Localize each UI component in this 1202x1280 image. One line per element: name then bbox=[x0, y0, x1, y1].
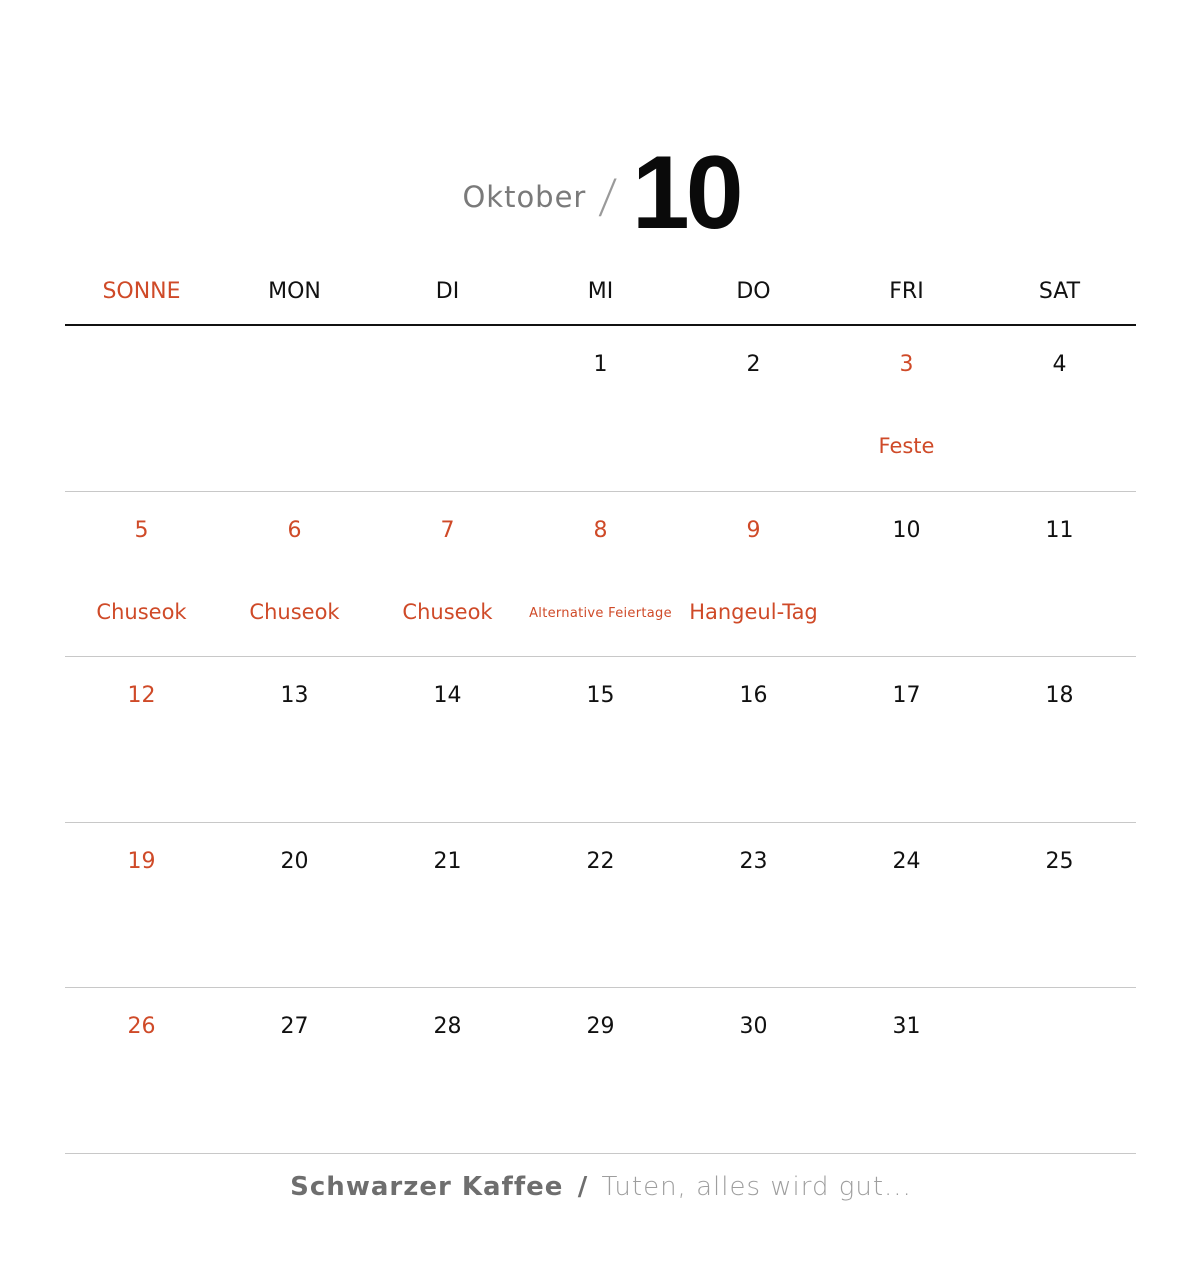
holiday-label: Alternative Feiertage bbox=[529, 605, 672, 621]
footer-brand: Schwarzer Kaffee bbox=[290, 1172, 564, 1202]
calendar-week bbox=[65, 492, 1136, 658]
empty-cell bbox=[65, 326, 218, 491]
calendar-week bbox=[65, 823, 1136, 989]
title-slash: / bbox=[597, 169, 619, 223]
day-cell bbox=[65, 823, 218, 988]
weekday-monday: MON bbox=[268, 279, 321, 304]
day-cell bbox=[65, 657, 218, 822]
day-cell bbox=[218, 988, 371, 1153]
day-number: 21 bbox=[433, 848, 462, 874]
day-cell bbox=[524, 492, 677, 657]
holiday-label: Feste bbox=[878, 434, 935, 458]
weekday-header bbox=[65, 270, 1136, 314]
day-number: 5 bbox=[134, 517, 149, 543]
day-cell bbox=[677, 657, 830, 822]
calendar-week bbox=[65, 988, 1136, 1154]
day-cell bbox=[524, 326, 677, 491]
day-cell bbox=[218, 492, 371, 657]
day-number: 28 bbox=[433, 1014, 462, 1039]
day-cell bbox=[983, 326, 1136, 491]
day-number: 22 bbox=[586, 848, 615, 874]
day-number: 15 bbox=[586, 683, 615, 708]
day-cell bbox=[524, 988, 677, 1153]
month-name: Oktober bbox=[462, 180, 587, 214]
empty-cell bbox=[371, 326, 524, 491]
day-cell bbox=[830, 988, 983, 1153]
day-number: 24 bbox=[892, 848, 921, 874]
holiday-label: Hangeul-Tag bbox=[689, 599, 818, 624]
day-cell bbox=[524, 823, 677, 988]
day-cell bbox=[371, 657, 524, 822]
footer bbox=[0, 1172, 1202, 1202]
day-number: 9 bbox=[746, 517, 761, 543]
day-number: 20 bbox=[280, 848, 309, 874]
empty-cell bbox=[983, 988, 1136, 1153]
day-number: 6 bbox=[287, 517, 302, 543]
calendar-grid bbox=[65, 326, 1136, 1154]
day-number: 11 bbox=[1045, 517, 1074, 543]
month-number: 10 bbox=[631, 135, 740, 251]
empty-cell bbox=[218, 326, 371, 491]
day-cell bbox=[371, 988, 524, 1153]
month-title bbox=[0, 135, 1202, 251]
day-number: 30 bbox=[739, 1014, 768, 1039]
holiday-label: Chuseok bbox=[402, 599, 493, 624]
day-number: 26 bbox=[127, 1014, 156, 1039]
calendar-week bbox=[65, 326, 1136, 492]
day-cell bbox=[830, 326, 983, 491]
weekday-wednesday: MI bbox=[587, 279, 614, 304]
day-cell bbox=[983, 492, 1136, 657]
day-cell bbox=[371, 823, 524, 988]
day-cell bbox=[983, 657, 1136, 822]
holiday-label: Chuseok bbox=[249, 599, 340, 624]
day-number: 19 bbox=[127, 848, 156, 874]
day-cell bbox=[677, 823, 830, 988]
footer-tagline: Tuten, alles wird gut... bbox=[601, 1172, 912, 1202]
day-number: 14 bbox=[433, 683, 462, 708]
day-number: 3 bbox=[899, 352, 914, 377]
day-cell bbox=[218, 823, 371, 988]
day-number: 16 bbox=[739, 683, 768, 708]
day-number: 29 bbox=[586, 1014, 615, 1039]
day-cell bbox=[524, 657, 677, 822]
day-number: 2 bbox=[746, 352, 761, 377]
day-cell bbox=[677, 326, 830, 491]
day-cell bbox=[677, 492, 830, 657]
day-number: 4 bbox=[1052, 352, 1067, 377]
day-cell bbox=[830, 823, 983, 988]
day-cell bbox=[65, 988, 218, 1153]
holiday-label: Chuseok bbox=[96, 599, 187, 624]
weekday-friday: FRI bbox=[889, 279, 924, 304]
day-number: 1 bbox=[593, 352, 608, 377]
calendar-week bbox=[65, 657, 1136, 823]
day-number: 17 bbox=[892, 683, 921, 708]
day-cell bbox=[65, 492, 218, 657]
day-number: 25 bbox=[1045, 848, 1074, 874]
day-number: 12 bbox=[127, 683, 156, 708]
day-number: 18 bbox=[1045, 683, 1074, 708]
day-cell bbox=[218, 657, 371, 822]
day-number: 23 bbox=[739, 848, 768, 874]
weekday-saturday: SAT bbox=[1038, 279, 1081, 304]
day-cell bbox=[830, 657, 983, 822]
weekday-thursday: DO bbox=[736, 279, 771, 304]
day-number: 8 bbox=[593, 517, 608, 543]
weekday-sunday: SONNE bbox=[102, 279, 181, 304]
day-number: 10 bbox=[892, 517, 921, 543]
day-cell bbox=[983, 823, 1136, 988]
day-number: 7 bbox=[440, 517, 455, 543]
day-number: 13 bbox=[280, 683, 309, 708]
day-cell bbox=[677, 988, 830, 1153]
day-number: 27 bbox=[280, 1014, 309, 1039]
weekday-tuesday: DI bbox=[435, 279, 460, 304]
day-cell bbox=[830, 492, 983, 657]
day-number: 31 bbox=[892, 1014, 921, 1039]
day-cell bbox=[371, 492, 524, 657]
footer-separator: / bbox=[577, 1172, 588, 1202]
